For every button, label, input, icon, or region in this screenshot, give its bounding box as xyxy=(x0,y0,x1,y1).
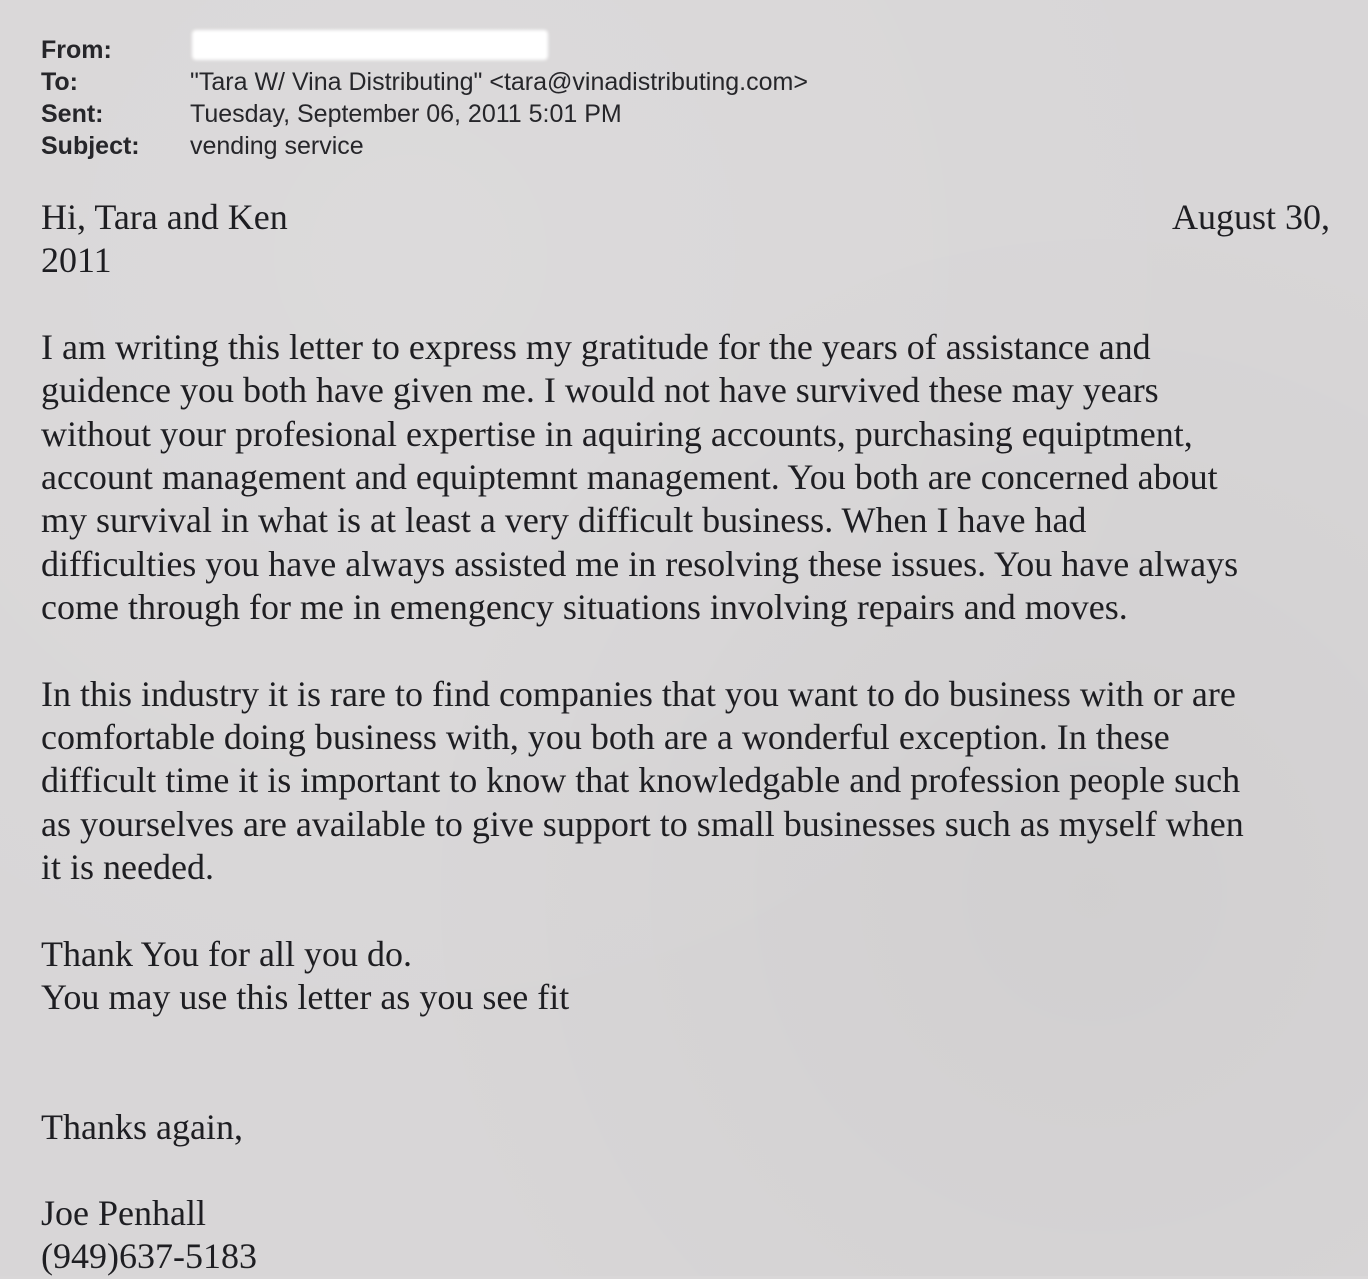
sent-label: Sent: xyxy=(41,100,104,128)
subject-value: vending service xyxy=(190,132,364,160)
greeting: Hi, Tara and Ken xyxy=(41,197,288,237)
date-year: 2011 xyxy=(41,240,112,281)
paragraph-industry: In this industry it is rare to find companies that you want to do business with or are comfortable doing business with, you both are a wonderful exception. In these difficult time it is important to know that knowledgable and profession people such as yourselves are available to give support to small businesses such as myself when it is needed. xyxy=(41,673,1244,888)
thanks-line: Thank You for all you do. xyxy=(41,933,412,974)
greeting-line xyxy=(41,196,1330,239)
subject-label: Subject: xyxy=(41,132,140,160)
closing: Thanks again, xyxy=(41,1106,243,1147)
to-label: To: xyxy=(41,68,79,96)
date-month-day: August 30, xyxy=(1171,197,1330,237)
paragraph-gratitude: I am writing this letter to express my gratitude for the years of assistance and guidence you both have given me. I would not have survived these may years without your profesional expertise in aquiring accounts, purchasing equiptment, account management and equiptemnt management. You both are concerned about my survival in what is at least a very difficult business. When I have had difficulties you have always assisted me in resolving these issues. You have always come through for me in emengency situations involving repairs and moves. xyxy=(41,326,1239,628)
sender-redaction xyxy=(192,30,548,60)
subject-row xyxy=(41,130,808,162)
signature-name: Joe Penhall xyxy=(41,1192,206,1233)
sent-row xyxy=(41,98,808,130)
sent-value: Tuesday, September 06, 2011 5:01 PM xyxy=(190,100,622,128)
to-row xyxy=(41,66,808,98)
permission-line: You may use this letter as you see fit xyxy=(41,977,570,1018)
letter-body xyxy=(41,196,1341,1279)
signature-phone: (949)637-5183 xyxy=(41,1236,257,1277)
to-value: "Tara W/ Vina Distributing" <tara@vinadistributing.com> xyxy=(190,68,808,96)
from-label: From: xyxy=(41,36,112,64)
